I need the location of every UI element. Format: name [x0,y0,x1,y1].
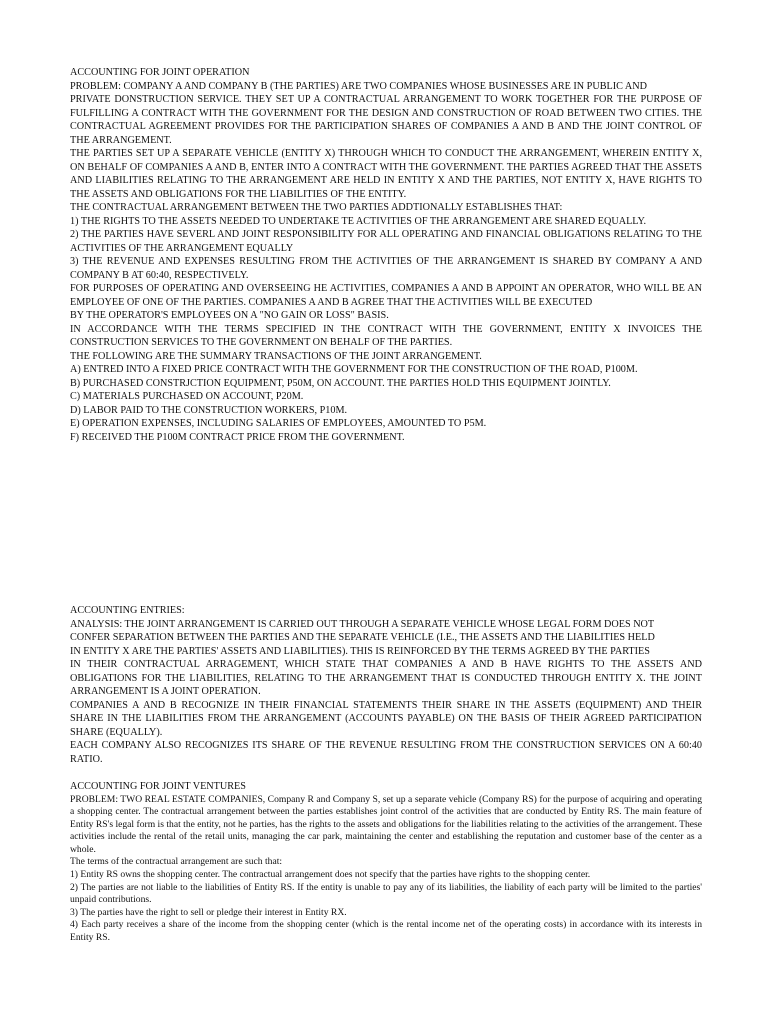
list-item: 3) The parties have the right to sell or pledge their interest in Entity RX. [70,906,347,918]
list-item: 3) THE REVENUE AND EXPENSES RESULTING FROM THE ACTIVITIES OF THE ARRANGEMENT IS SHARED BY COMPANY A AND COMPANY B AT 60:40, RESPECTIVELY. [70,256,702,281]
paragraph: CONFER SEPARATION BETWEEN THE PARTIES AND THE SEPARATE VEHICLE (I.E., THE ASSETS AND THE LIABILITIES HELD [70,632,655,643]
list-item: 4) Each party receives a share of the income from the shopping center (which is the rental income net of the operating costs) in accordance with its interests in Entity RS. [70,919,702,944]
paragraph: IN ACCORDANCE WITH THE TERMS SPECIFIED IN THE CONTRACT WITH THE GOVERNMENT, ENTITY X INVOICES THE CONSTRUCTION SERVICES TO THE GOVERNMENT ON BEHALF OF THE PARTIES. [70,323,702,348]
paragraph: BY THE OPERATOR'S EMPLOYEES ON A "NO GAIN OR LOSS" BASIS. [70,310,389,321]
paragraph: PROBLEM: TWO REAL ESTATE COMPANIES, Company R and Company S, set up a separate vehicle (Company RS) for the purpose of acquiring and operating a shopping center. The contractual arrangement between the parties establishes joint control of the activities that are conducted by Entity RS. The main feature of Entity RS's legal form is that the entity, not he parties, has the rights to the assets and obligations for the liabilities relating to the activities of the arrangement. These activities include the rental of the retail units, managing the car park, maintaining the center and establishing the reputation and customer base of the center as a whole. [70,793,702,855]
paragraph: COMPANIES A AND B RECOGNIZE IN THEIR FINANCIAL STATEMENTS THEIR SHARE IN THE ASSETS (EQUIPMENT) AND THEIR SHARE IN THE LIABILITIES FROM THE ARRANGEMENT (ACCOUNTS PAYABLE) ON THE BASIS OF THEIR AGREED PARTICIPATION SHARE (EQUALLY). [70,699,702,738]
paragraph: THE PARTIES SET UP A SEPARATE VEHICLE (ENTITY X) THROUGH WHICH TO CONDUCT THE ARRANGEMENT, WHEREIN ENTITY X, ON BEHALF OF COMPANIES A AND B, ENTER INTO A CONTRACT WITH THE GOVERNMENT. THE PARTIES AGREED THAT THE ASSETS AND LIABILITIES RELATING TO THE ARRANGEMENT ARE HELD IN ENTITY X AND THE PARTIES, NOT ENTITY X, HAVE RIGHTS TO THE ASSETS AND OBLIGATIONS FOR THE LIABILITIES OF THE ENTITY. [70,148,702,200]
document-page [70,66,702,945]
list-item: E) OPERATION EXPENSES, INCLUDING SALARIES OF EMPLOYEES, AMOUNTED TO P5M. [70,418,487,429]
paragraph: FOR PURPOSES OF OPERATING AND OVERSEEING HE ACTIVITIES, COMPANIES A AND B APPOINT AN OPERATOR, WHO WILL BE AN EMPLOYEE OF ONE OF THE PARTIES. COMPANIES A AND B AGREE THAT THE ACTIVITIES WILL BE EXECUTED [70,283,702,308]
paragraph: ANALYSIS: THE JOINT ARRANGEMENT IS CARRIED OUT THROUGH A SEPARATE VEHICLE WHOSE LEGAL FORM DOES NOT [70,618,655,630]
paragraph: IN THEIR CONTRACTUAL ARRAGEMENT, WHICH STATE THAT COMPANIES A AND B HAVE RIGHTS TO THE ASSETS AND OBLIGATIONS FOR THE LIABILITIES, RELATING TO THE ARRANGEMENT THAT IS CONDUCTED THROUGH ENTITY X. THE JOINT ARRANGEMENT IS A JOINT OPERATION. [70,659,702,697]
joint-ventures-section [70,780,702,945]
list-item: C) MATERIALS PURCHASED ON ACCOUNT, P20M. [70,391,304,402]
list-item: F) RECEIVED THE P100M CONTRACT PRICE FROM THE GOVERNMENT. [70,431,405,443]
list-item: A) ENTRED INTO A FIXED PRICE CONTRACT WITH THE GOVERNMENT FOR THE CONSTRUCTION OF THE ROAD, P100M. [70,364,638,375]
paragraph: PRIVATE DONSTRUCTION SERVICE. THEY SET UP A CONTRACTUAL ARRANGEMENT TO WORK TOGETHER FOR THE PURPOSE OF FULFILLING A CONTRACT WITH THE GOVERNMENT FOR THE DESIGN AND CONSTRUCTION OF ROAD BETWEEN TWO CITIES. THE CONTRACTUAL AGREEMENT PROVIDES FOR THE PARTICIPATION SHARES OF COMPANIES A AND B AND THE JOINT CONTROL OF THE ARRANGEMENT. [70,94,702,146]
paragraph: THE CONTRACTUAL ARRANGEMENT BETWEEN THE TWO PARTIES ADDTIONALLY ESTABLISHES THAT: [70,202,563,213]
paragraph: PROBLEM: COMPANY A AND COMPANY B (THE PARTIES) ARE TWO COMPANIES WHOSE BUSINESSES ARE IN PUBLIC AND [70,80,647,92]
section-title: ACCOUNTING FOR JOINT OPERATION [70,67,250,78]
list-item: 1) Entity RS owns the shopping center. The contractual arrangement does not specify that the parties have rights to the shopping center. [70,869,591,881]
section-title: ACCOUNTING ENTRIES: [70,605,185,616]
list-item: D) LABOR PAID TO THE CONSTRUCTION WORKERS, P10M. [70,404,348,416]
list-item: 1) THE RIGHTS TO THE ASSETS NEEDED TO UNDERTAKE TE ACTIVITIES OF THE ARRANGEMENT ARE SHARED EQUALLY. [70,215,647,227]
joint-operation-section [70,66,702,444]
list-item: B) PURCHASED CONSTRJCTION EQUIPMENT, P50M, ON ACCOUNT. THE PARTIES HOLD THIS EQUIPMENT JOINTLY. [70,377,611,389]
paragraph: IN ENTITY X ARE THE PARTIES' ASSETS AND LIABILITIES). THIS IS REINFORCED BY THE TERMS AGREED BY THE PARTIES [70,645,650,657]
accounting-entries-section [70,604,702,766]
paragraph: The terms of the contractual arrangement are such that: [70,856,283,868]
list-item: 2) The parties are not liable to the liabilities of Entity RS. If the entity is unable to pay any of its liabilities, the liability of each party will be limited to the parties' unpaid contributions. [70,881,702,906]
list-item: 2) THE PARTIES HAVE SEVERL AND JOINT RESPONSIBILITY FOR ALL OPERATING AND FINANCIAL OBLIGATIONS RELATING TO THE ACTIVITIES OF THE ARRANGEMENT EQUALLY [70,229,702,254]
paragraph: THE FOLLOWING ARE THE SUMMARY TRANSACTIONS OF THE JOINT ARRANGEMENT. [70,350,482,362]
section-title: ACCOUNTING FOR JOINT VENTURES [70,781,246,792]
paragraph: EACH COMPANY ALSO RECOGNIZES ITS SHARE OF THE REVENUE RESULTING FROM THE CONSTRUCTION SERVICES ON A 60:40 RATIO. [70,740,702,765]
